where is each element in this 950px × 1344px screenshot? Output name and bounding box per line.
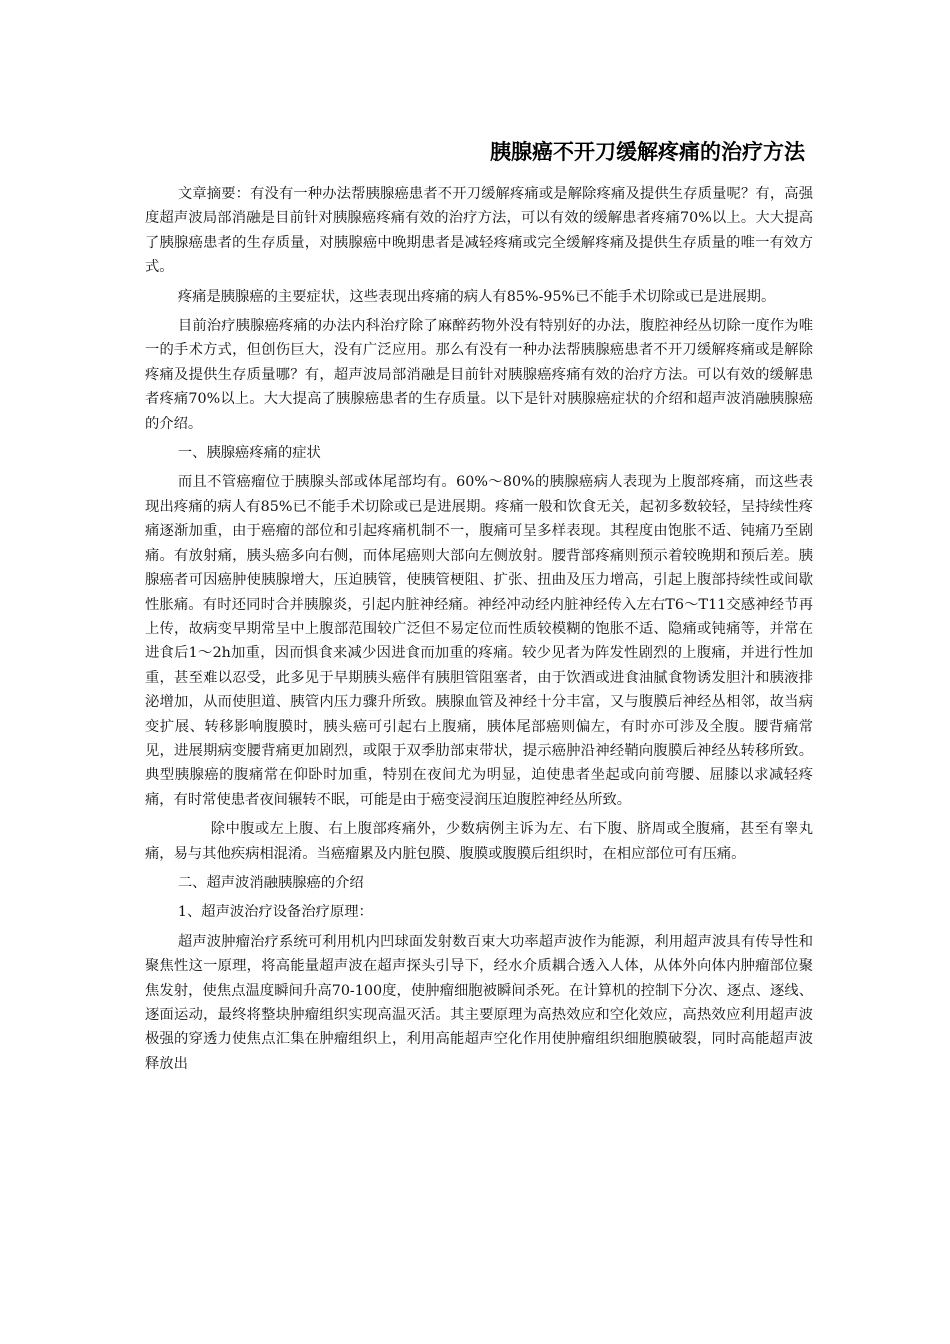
document-body <box>145 182 813 1081</box>
body-paragraph: 目前治疗胰腺癌疼痛的办法内科治疗除了麻醉药物外没有特别好的办法，腹腔神经丛切除一度作为唯一的手术方式，但创伤巨大，没有广泛应用。那么有没有一种办法帮胰腺癌患者不开刀缓解疼痛或是解除疼痛及提供生存质量哪？有，超声波局部消融是目前针对胰腺癌疼痛有效的治疗方法。可以有效的缓解患者疼痛70%以上。大大提高了胰腺癌患者的生存质量。以下是针对胰腺癌症状的介绍和超声波消融胰腺癌的介绍。 <box>145 318 813 432</box>
body-paragraph: 超声波肿瘤治疗系统可利用机内凹球面发射数百束大功率超声波作为能源，利用超声波具有传导性和聚焦性这一原理，将高能量超声波在超声探头引导下，经水介质耦合透入人体，从体外向体内肿瘤部位聚焦发射，使焦点温度瞬间升高70-100度，使肿瘤细胞被瞬间杀死。在计算机的控制下分次、逐点、逐线、逐面运动，最终将整块肿瘤组织实现高温灭活。其主要原理为高热效应和空化效应，高热效应利用超声波极强的穿透力使焦点汇集在肿瘤组织上，利用高能超声空化作用使肿瘤组织细胞膜破裂，同时高能超声波释放出 <box>145 933 813 1072</box>
body-paragraph: 疼痛是胰腺癌的主要症状，这些表现出疼痛的病人有85%-95%已不能手术切除或已是进展期。 <box>177 288 776 305</box>
section-heading: 一、胰腺癌疼痛的症状 <box>177 445 321 462</box>
subsection-heading: 1、超声波治疗设备治疗原理： <box>177 904 373 921</box>
document-title: 胰腺癌不开刀缓解疼痛的治疗方法 <box>490 140 805 164</box>
body-paragraph: 除中腹或左上腹、右上腹部疼痛外，少数病例主诉为左、右下腹、脐周或全腹痛，甚至有睾丸痛，易与其他疾病相混淆。当癌瘤累及内脏包膜、腹膜或腹膜后组织时，在相应部位可有压痛。 <box>145 821 813 862</box>
section-heading: 二、超声波消融胰腺癌的介绍 <box>177 874 364 891</box>
body-paragraph: 而且不管癌瘤位于胰腺头部或体尾部均有。60%～80%的胰腺癌病人表现为上腹部疼痛，而这些表现出疼痛的病人有85%已不能手术切除或已是进展期。疼痛一般和饮食无关，起初多数较轻，呈持续性疼痛逐渐加重，由于癌瘤的部位和引起疼痛机制不一，腹痛可呈多样表现。其程度由饱胀不适、钝痛乃至剧痛。有放射痛，胰头癌多向右侧，而体尾癌则大部向左侧放射。腰背部疼痛则预示着较晚期和预后差。胰腺癌者可因癌肿使胰腺增大，压迫胰管，使胰管梗阻、扩张、扭曲及压力增高，引起上腹部持续性或间歇性胀痛。有时还同时合并胰腺炎，引起内脏神经痛。神经冲动经内脏神经传入左右T6～T11交感神经节再上传，故病变早期常呈中上腹部范围较广泛但不易定位而性质较模糊的饱胀不适、隐痛或钝痛等，并常在进食后1～2h加重，因而惧食来减少因进食而加重的疼痛。较少见者为阵发性剧烈的上腹痛，并进行性加重，甚至难以忍受，此多见于早期胰头癌伴有胰胆管阻塞者，由于饮酒或进食油腻食物诱发胆汁和胰液排泌增加，从而使胆道、胰管内压力骤升所致。胰腺血管及神经十分丰富，又与腹膜后神经丛相邻，故当病变扩展、转移影响腹膜时，胰头癌可引起右上腹痛，胰体尾部癌则偏左，有时亦可涉及全腹。腰背痛常见，进展期病变腰背痛更加剧烈，或限于双季肋部束带状，提示癌肿沿神经鞘向腹膜后神经丛转移所致。典型胰腺癌的腹痛常在仰卧时加重，特别在夜间尤为明显，迫使患者坐起或向前弯腰、屈膝以求减轻疼痛，有时常使患者夜间辗转不眠，可能是由于癌变浸润压迫腹腔神经丛所致。 <box>145 474 813 808</box>
abstract-paragraph: 文章摘要：有没有一种办法帮胰腺癌患者不开刀缓解疼痛或是解除疼痛及提供生存质量呢？有，高强度超声波局部消融是目前针对胰腺癌疼痛有效的治疗方法，可以有效的缓解患者疼痛70%以上。大大提高了胰腺癌患者的生存质量，对胰腺癌中晚期患者是减轻疼痛或完全缓解疼痛及提供生存质量的唯一有效方式。 <box>145 186 813 276</box>
